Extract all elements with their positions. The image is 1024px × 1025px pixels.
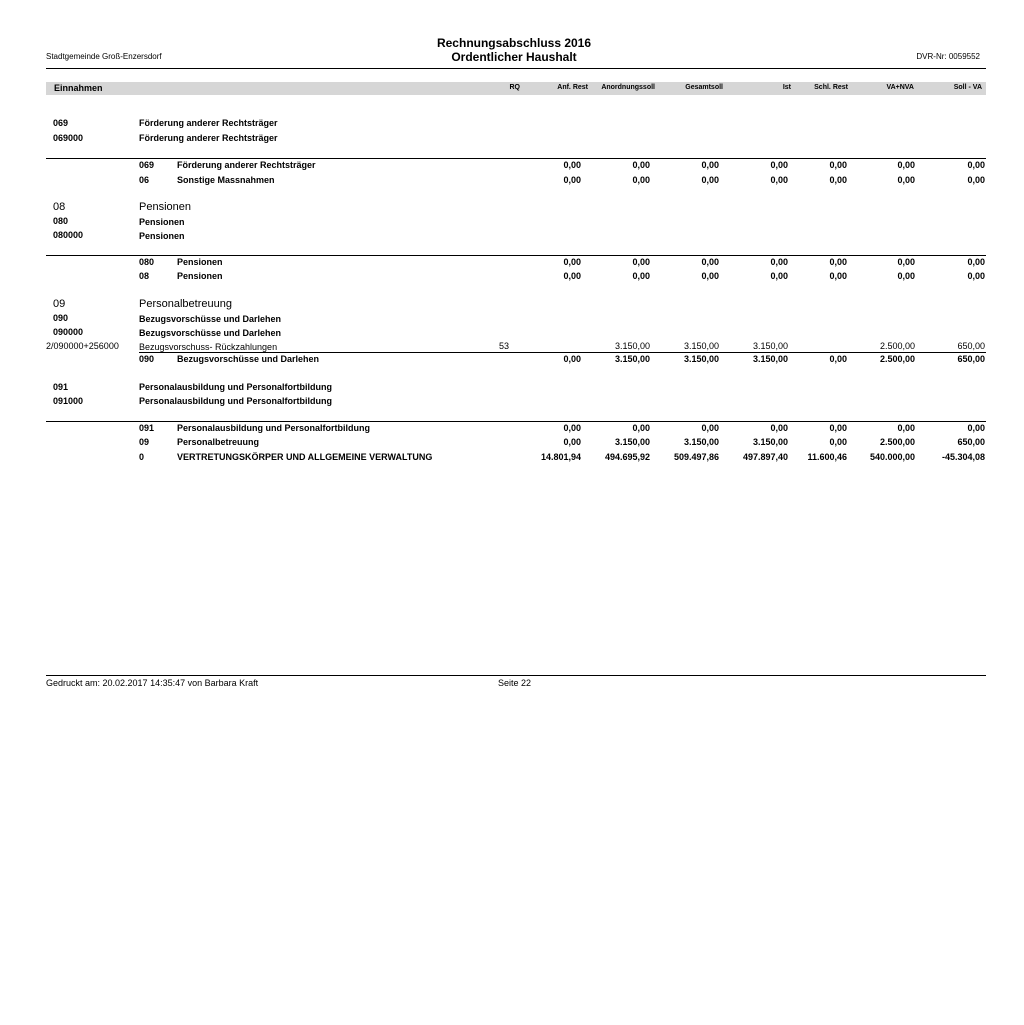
subtotal-code: 090 — [139, 354, 155, 364]
value-anordnungssoll: 0,00 — [632, 271, 650, 281]
value-anf-rest: 0,00 — [563, 423, 581, 433]
subtotal-divider — [46, 158, 986, 159]
value-anordnungssoll: 0,00 — [632, 257, 650, 267]
subtotal-code: 069 — [139, 160, 155, 170]
value-va-nva: 2.500,00 — [879, 354, 915, 364]
value-anf-rest: 0,00 — [563, 354, 581, 364]
account-label: Pensionen — [139, 231, 185, 241]
account-code: 080 — [53, 216, 69, 226]
subtotal-code: 0 — [139, 452, 145, 462]
col-schl-rest: Schl. Rest — [814, 84, 848, 91]
value-soll-va: 650,00 — [957, 354, 985, 364]
value-schl-rest: 0,00 — [829, 257, 847, 267]
value-ist: 0,00 — [770, 160, 788, 170]
value-anf-rest: 0,00 — [563, 257, 581, 267]
account-code: 069 — [53, 118, 69, 128]
municipality-name: Stadtgemeinde Groß-Enzersdorf — [46, 52, 162, 61]
account-code: 069000 — [53, 133, 84, 143]
subtotal-label: Personalbetreuung — [177, 437, 260, 447]
value-anordnungssoll: 0,00 — [632, 160, 650, 170]
value-va-nva: 2.500,00 — [879, 341, 915, 351]
value-soll-va: 0,00 — [967, 160, 985, 170]
account-code: 090 — [53, 313, 69, 323]
value-va-nva: 0,00 — [897, 423, 915, 433]
header-divider — [46, 68, 986, 69]
account-label: Pensionen — [139, 217, 185, 227]
value-gesamtsoll: 0,00 — [701, 175, 719, 185]
value-ist: 0,00 — [770, 257, 788, 267]
value-ist: 0,00 — [770, 423, 788, 433]
value-va-nva: 0,00 — [897, 175, 915, 185]
report-subtitle: Ordentlicher Haushalt — [451, 50, 577, 64]
col-gesamtsoll: Gesamtsoll — [685, 84, 723, 91]
value-gesamtsoll: 3.150,00 — [683, 341, 719, 351]
subtotal-code: 06 — [139, 175, 150, 185]
subtotal-divider — [46, 421, 986, 422]
detail-account: 2/090000+256000 — [46, 341, 119, 351]
subtotal-label: Sonstige Massnahmen — [177, 175, 275, 185]
subtotal-label: Förderung anderer Rechtsträger — [177, 160, 316, 170]
value-anordnungssoll: 0,00 — [632, 175, 650, 185]
account-code: 091000 — [53, 396, 84, 406]
value-schl-rest: 11.600,46 — [807, 452, 847, 462]
value-gesamtsoll: 0,00 — [701, 271, 719, 281]
value-anordnungssoll: 0,00 — [632, 423, 650, 433]
value-schl-rest: 0,00 — [829, 175, 847, 185]
value-va-nva: 0,00 — [897, 257, 915, 267]
subtotal-label: Pensionen — [177, 257, 223, 267]
value-anf-rest: 0,00 — [563, 175, 581, 185]
value-va-nva: 2.500,00 — [879, 437, 915, 447]
value-ist: 3.150,00 — [752, 354, 788, 364]
col-rq: RQ — [509, 84, 520, 91]
account-label: Förderung anderer Rechtsträger — [139, 133, 278, 143]
subtotal-label: Bezugsvorschüsse und Darlehen — [177, 354, 320, 364]
group-label: Pensionen — [139, 201, 191, 213]
value-ist: 3.150,00 — [752, 437, 788, 447]
subtotal-code: 091 — [139, 423, 155, 433]
dvr-number: DVR-Nr: 0059552 — [916, 52, 980, 61]
value-gesamtsoll: 3.150,00 — [683, 437, 719, 447]
subtotal-code: 080 — [139, 257, 155, 267]
value-schl-rest: 0,00 — [829, 271, 847, 281]
col-soll-va: Soll - VA — [953, 84, 982, 91]
subtotal-code: 08 — [139, 271, 150, 281]
subtotal-label: VERTRETUNGSKÖRPER UND ALLGEMEINE VERWALTUNG — [177, 452, 433, 462]
group-label: Personalbetreuung — [139, 298, 232, 310]
report-title: Rechnungsabschluss 2016 — [436, 36, 592, 50]
account-label: Bezugsvorschüsse und Darlehen — [139, 328, 282, 338]
value-ist: 0,00 — [770, 175, 788, 185]
subtotal-label: Pensionen — [177, 271, 223, 281]
col-va-nva: VA+NVA — [886, 84, 914, 91]
value-anf-rest: 14.801,94 — [540, 452, 581, 462]
value-gesamtsoll: 0,00 — [701, 423, 719, 433]
value-soll-va: 0,00 — [967, 175, 985, 185]
account-label: Personalausbildung und Personalfortbildung — [139, 396, 333, 406]
value-gesamtsoll: 3.150,00 — [683, 354, 719, 364]
value-soll-va: 650,00 — [957, 437, 985, 447]
account-label: Förderung anderer Rechtsträger — [139, 118, 278, 128]
value-schl-rest: 0,00 — [829, 423, 847, 433]
account-label: Personalausbildung und Personalfortbildung — [139, 382, 333, 392]
value-soll-va: -45.304,08 — [941, 452, 985, 462]
col-ist: Ist — [782, 84, 791, 91]
account-code: 080000 — [53, 230, 84, 240]
subtotal-label: Personalausbildung und Personalfortbildung — [177, 423, 371, 433]
value-anordnungssoll: 3.150,00 — [614, 437, 650, 447]
value-anordnungssoll: 3.150,00 — [614, 341, 650, 351]
subtotal-code: 09 — [139, 437, 150, 447]
value-ist: 3.150,00 — [752, 341, 788, 351]
value-soll-va: 0,00 — [967, 257, 985, 267]
value-anordnungssoll: 3.150,00 — [614, 354, 650, 364]
account-code: 091 — [53, 382, 69, 392]
value-gesamtsoll: 0,00 — [701, 257, 719, 267]
value-va-nva: 0,00 — [897, 271, 915, 281]
value-soll-va: 650,00 — [957, 341, 985, 351]
section-label: Einnahmen — [54, 83, 103, 93]
value-anordnungssoll: 494.695,92 — [604, 452, 650, 462]
page-number: Seite 22 — [498, 678, 532, 688]
group-code: 09 — [53, 298, 66, 310]
value-soll-va: 0,00 — [967, 271, 985, 281]
value-schl-rest: 0,00 — [829, 437, 847, 447]
footer-divider — [46, 675, 986, 676]
group-code: 08 — [53, 201, 66, 213]
value-anf-rest: 0,00 — [563, 437, 581, 447]
value-anf-rest: 0,00 — [563, 271, 581, 281]
detail-rq: 53 — [499, 341, 510, 351]
col-anordnungssoll: Anordnungssoll — [601, 84, 655, 91]
value-va-nva: 540.000,00 — [869, 452, 915, 462]
account-label: Bezugsvorschüsse und Darlehen — [139, 314, 282, 324]
value-gesamtsoll: 0,00 — [701, 160, 719, 170]
print-info: Gedruckt am: 20.02.2017 14:35:47 von Barbara Kraft — [46, 678, 259, 688]
subtotal-divider — [46, 255, 986, 256]
value-gesamtsoll: 509.497,86 — [673, 452, 719, 462]
detail-label: Bezugsvorschuss- Rückzahlungen — [139, 342, 278, 352]
col-anf-rest: Anf. Rest — [557, 84, 588, 91]
value-ist: 0,00 — [770, 271, 788, 281]
value-schl-rest: 0,00 — [829, 160, 847, 170]
value-schl-rest: 0,00 — [829, 354, 847, 364]
value-anf-rest: 0,00 — [563, 160, 581, 170]
subtotal-divider — [139, 352, 986, 353]
account-code: 090000 — [53, 327, 84, 337]
value-va-nva: 0,00 — [897, 160, 915, 170]
value-ist: 497.897,40 — [742, 452, 788, 462]
value-soll-va: 0,00 — [967, 423, 985, 433]
